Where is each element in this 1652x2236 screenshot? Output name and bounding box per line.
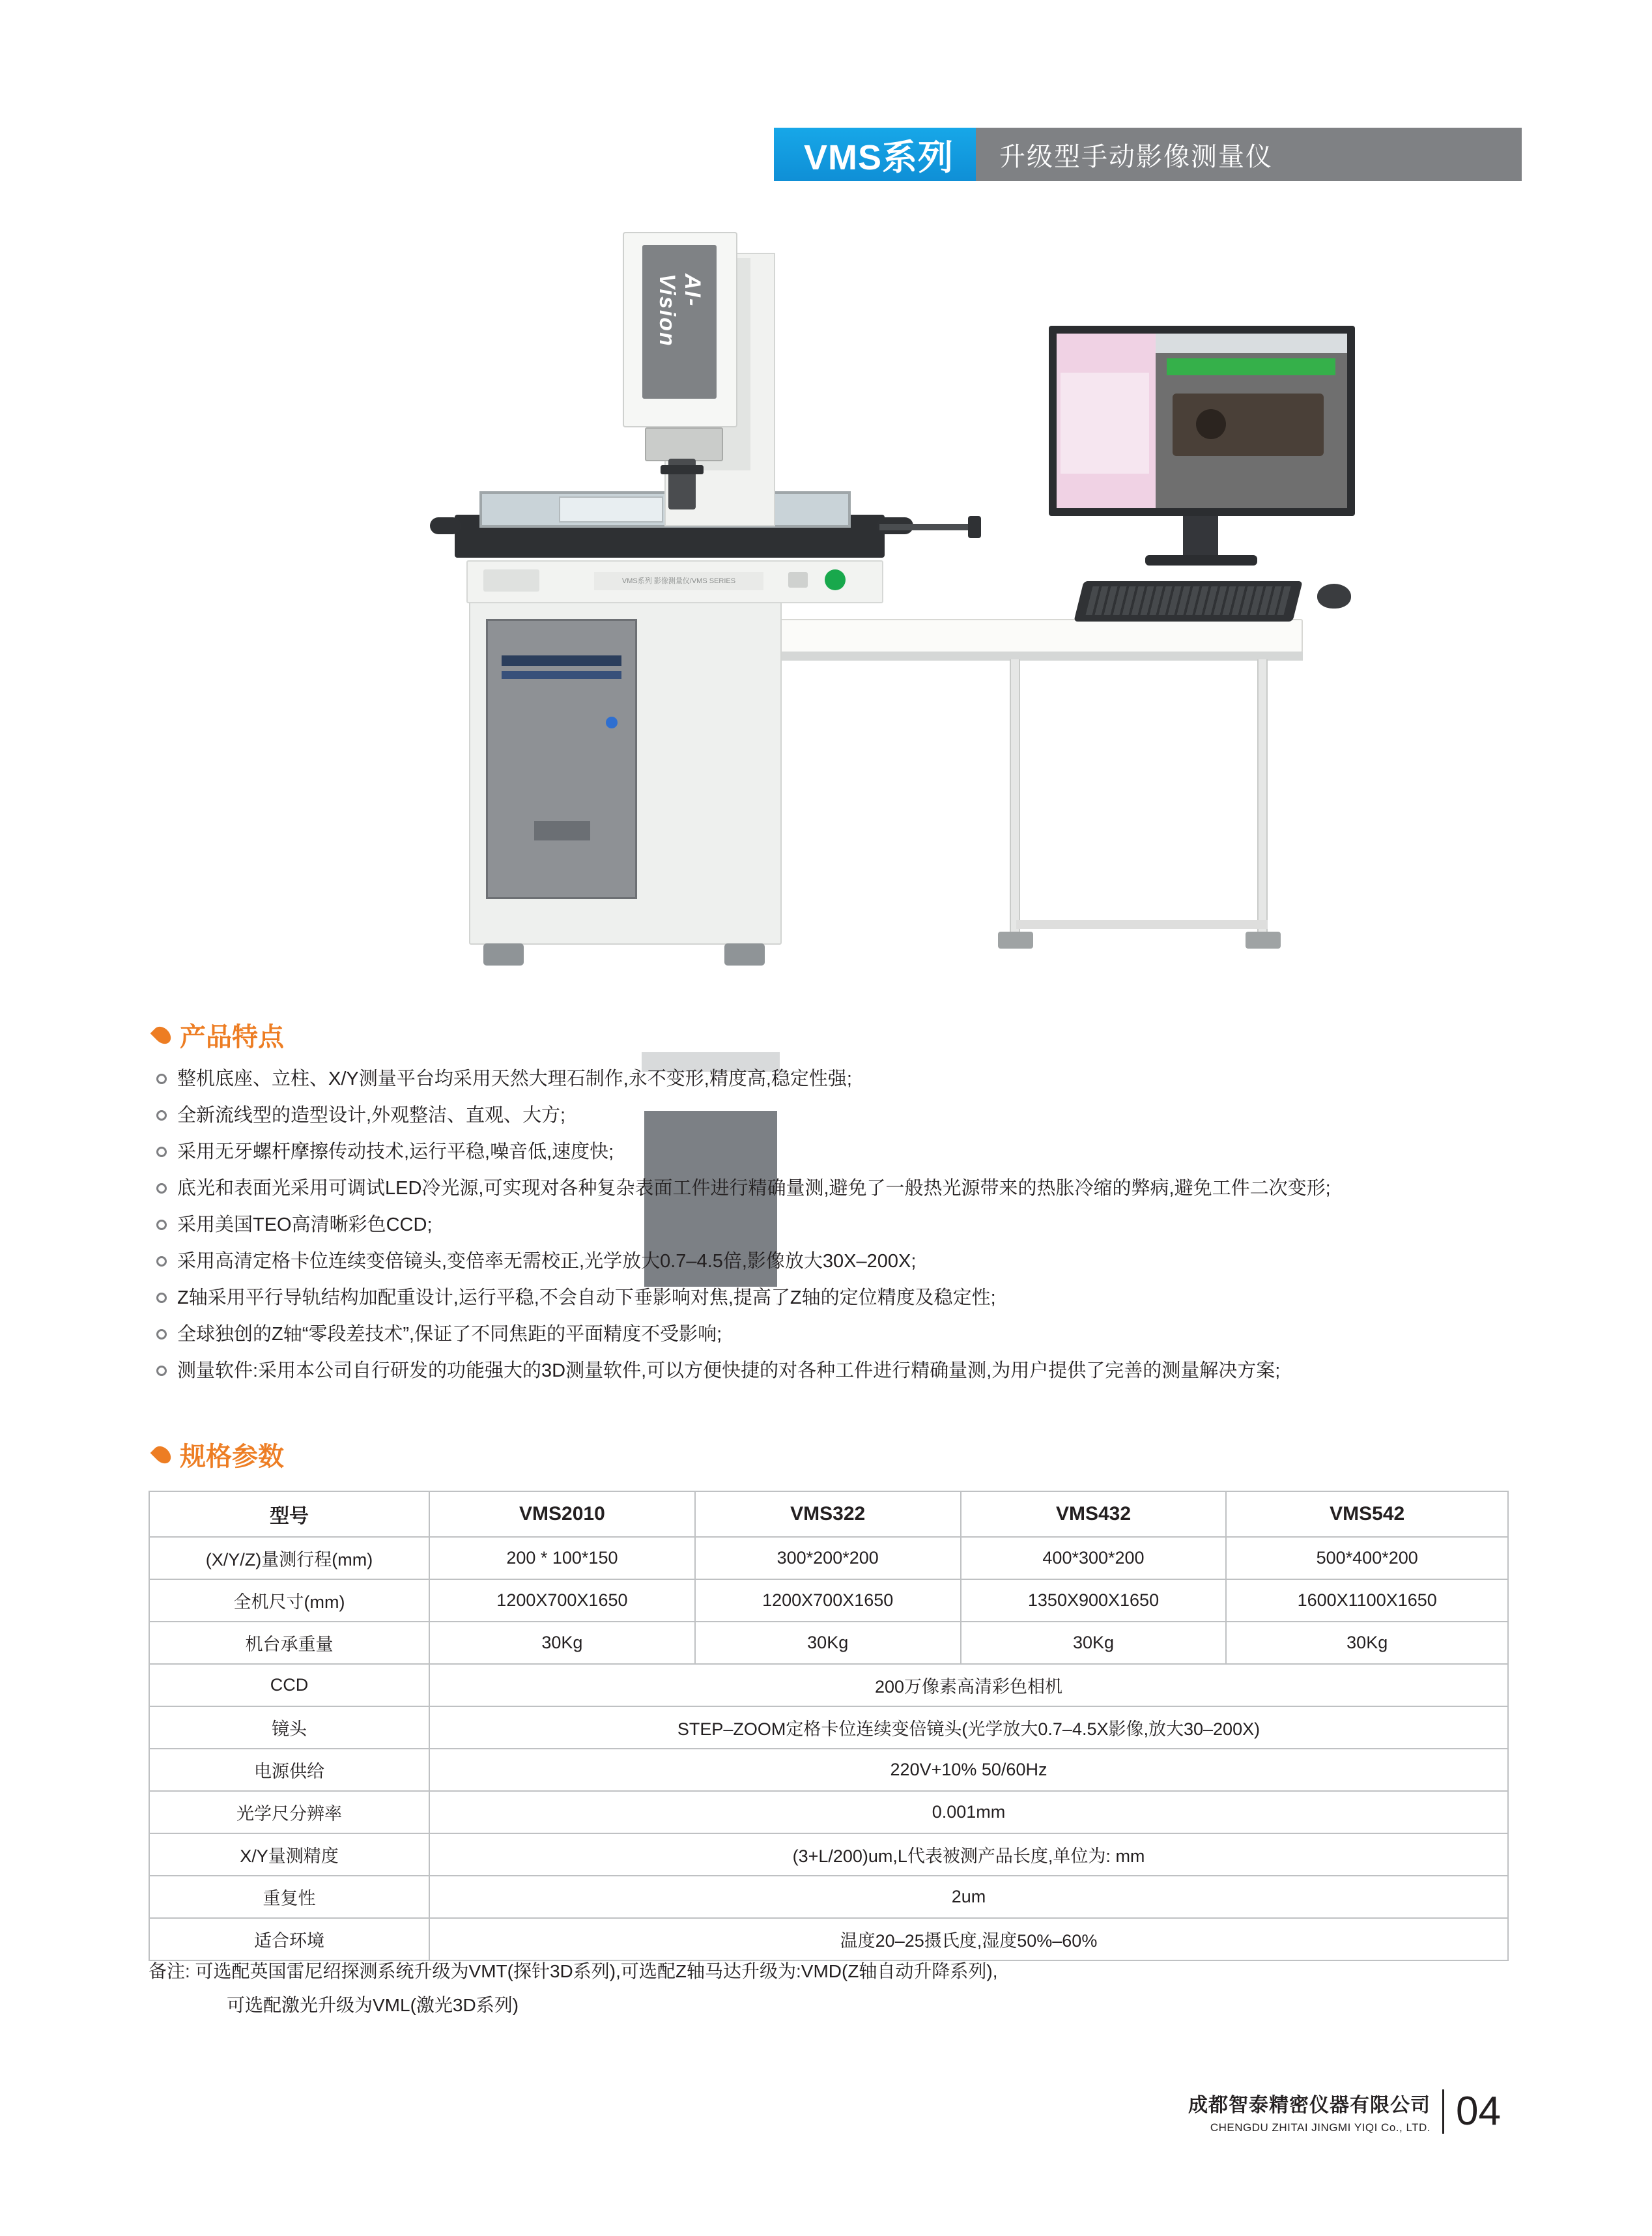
feature-text: 采用无牙螺杆摩擦传动技术,运行平稳,噪音低,速度快; <box>177 1141 614 1162</box>
row-label: (X/Y/Z)量测行程(mm) <box>149 1537 429 1579</box>
cell: 30Kg <box>429 1622 695 1664</box>
table-row <box>149 1876 1508 1918</box>
machine-logo-plate <box>483 569 539 592</box>
machine-model-plate: VMS系列 影像测量仪/VMS SERIES <box>594 572 763 590</box>
cell: 200 * 100*150 <box>429 1537 695 1579</box>
cell: 温度20–25摄氏度,湿度50%–60% <box>429 1918 1508 1960</box>
pc-drive-bay-2 <box>502 671 621 679</box>
cell: 30Kg <box>1226 1622 1508 1664</box>
cell: 30Kg <box>961 1622 1227 1664</box>
column-header: VMS432 <box>961 1491 1227 1537</box>
row-label: 重复性 <box>149 1876 429 1918</box>
bullet-icon <box>156 1074 167 1084</box>
flame-icon <box>150 1023 175 1047</box>
row-label: X/Y量测精度 <box>149 1833 429 1876</box>
cell: 1600X1100X1650 <box>1226 1579 1508 1622</box>
bullet-icon <box>156 1329 167 1340</box>
cell: 30Kg <box>695 1622 961 1664</box>
column-header: VMS542 <box>1226 1491 1508 1537</box>
features-list <box>156 1062 1537 1390</box>
feature-text: 采用高清定格卡位连续变倍镜头,变倍率无需校正,光学放大0.7–4.5倍,影像放大30X–200X; <box>177 1251 917 1272</box>
machine-power-button <box>825 569 846 590</box>
table-row <box>149 1833 1508 1876</box>
cell: 2um <box>429 1876 1508 1918</box>
keyboard-keys <box>1086 586 1291 615</box>
bullet-icon <box>156 1110 167 1121</box>
note-line-1: 备注: 可选配英国雷尼绍探测系统升级为VMT(探针3D系列),可选配Z轴马达升级为:VMD(Z轴自动升降系列), <box>149 1961 998 1981</box>
list-item <box>156 1281 1537 1315</box>
monitor-stand-neck <box>1183 516 1218 556</box>
desk-leg-right <box>1257 659 1268 933</box>
list-item <box>156 1062 1537 1096</box>
column-header: VMS322 <box>695 1491 961 1537</box>
desk-leg-left <box>1010 659 1020 933</box>
spec-table <box>149 1491 1509 1961</box>
cell: (3+L/200)um,L代表被测产品长度,单位为: mm <box>429 1833 1508 1876</box>
list-item <box>156 1317 1537 1351</box>
table-row <box>149 1749 1508 1791</box>
bullet-icon <box>156 1183 167 1194</box>
software-side-panel <box>1057 334 1156 508</box>
list-item <box>156 1354 1537 1388</box>
column-header: 型号 <box>149 1491 429 1537</box>
desk-brace <box>1016 920 1268 929</box>
row-label: CCD <box>149 1664 429 1706</box>
features-title: 产品特点 <box>180 1023 284 1052</box>
desk-top <box>756 619 1303 653</box>
stage-knob-left <box>430 517 461 534</box>
row-label: 电源供给 <box>149 1749 429 1791</box>
cell: STEP–ZOOM定格卡位连续变倍镜头(光学放大0.7–4.5X影像,放大30–200X) <box>429 1706 1508 1749</box>
specs-title: 规格参数 <box>180 1442 284 1471</box>
feature-text: 采用美国TEO高清晰彩色CCD; <box>177 1214 433 1235</box>
cell: 1200X700X1650 <box>695 1579 961 1622</box>
lens-ring <box>661 465 704 474</box>
cell: 1350X900X1650 <box>961 1579 1227 1622</box>
row-label: 光学尺分辨率 <box>149 1791 429 1833</box>
software-status-bar <box>1167 358 1335 375</box>
list-item <box>156 1135 1537 1169</box>
page-footer <box>1188 2088 1501 2134</box>
machine-brand-label: AI-Vision <box>655 274 705 347</box>
cell: 400*300*200 <box>961 1537 1227 1579</box>
table-header-row <box>149 1491 1508 1537</box>
table-row <box>149 1622 1508 1664</box>
cabinet-foot-right <box>724 943 765 966</box>
list-item <box>156 1098 1537 1132</box>
footer-divider <box>1442 2089 1444 2134</box>
list-item <box>156 1244 1537 1278</box>
row-label: 机台承重量 <box>149 1622 429 1664</box>
bullet-icon <box>156 1220 167 1230</box>
cabinet-foot-left <box>483 943 524 966</box>
workpiece-feature <box>1196 409 1226 439</box>
page-number: 04 <box>1456 2089 1501 2134</box>
table-row <box>149 1791 1508 1833</box>
feature-text: 整机底座、立柱、X/Y测量平台均采用天然大理石制作,永不变形,精度高,稳定性强; <box>177 1068 852 1089</box>
cell: 220V+10% 50/60Hz <box>429 1749 1508 1791</box>
pc-drive-bay-1 <box>502 655 621 666</box>
pc-power-led <box>606 717 618 728</box>
cell: 1200X700X1650 <box>429 1579 695 1622</box>
table-row <box>149 1537 1508 1579</box>
desk-foot-right <box>1246 932 1281 949</box>
pc-badge <box>534 821 590 840</box>
company-name-cn: 成都智泰精密仪器有限公司 <box>1188 2094 1431 2116</box>
feature-text: Z轴采用平行导轨结构加配重设计,运行平稳,不会自动下垂影响对焦,提高了Z轴的定位精度及稳定性; <box>177 1287 996 1308</box>
stage-glass-window <box>559 496 663 523</box>
row-label: 全机尺寸(mm) <box>149 1579 429 1622</box>
features-section-heading <box>155 1016 284 1054</box>
note-line-2: 可选配激光升级为VML(激光3D系列) <box>227 1995 519 2015</box>
product-photo <box>339 195 1316 997</box>
monitor-screen <box>1057 334 1347 508</box>
monitor <box>1049 326 1355 516</box>
page-header-banner <box>774 128 1522 181</box>
table-note <box>149 1955 1517 2022</box>
bullet-icon <box>156 1147 167 1157</box>
lens-mount-arm <box>645 427 723 461</box>
feature-text: 全新流线型的造型设计,外观整洁、直观、大方; <box>177 1105 566 1126</box>
table-row <box>149 1579 1508 1622</box>
series-title: VMS系列 <box>774 128 976 181</box>
feature-text: 测量软件:采用本公司自行研发的功能强大的3D测量软件,可以方便快捷的对各种工件进行精确量测,为用户提供了完善的测量解决方案; <box>177 1360 1281 1381</box>
table-row <box>149 1664 1508 1706</box>
row-label: 适合环境 <box>149 1918 429 1960</box>
cell: 200万像素高清彩色相机 <box>429 1664 1508 1706</box>
software-toolbar <box>1156 334 1347 353</box>
bullet-icon <box>156 1293 167 1303</box>
bullet-icon <box>156 1366 167 1376</box>
desk-edge <box>756 652 1303 661</box>
list-item <box>156 1208 1537 1242</box>
specs-section-heading <box>155 1436 284 1473</box>
monitor-stand-base <box>1145 555 1257 566</box>
feature-text: 全球独创的Z轴“零段差技术”,保证了不同焦距的平面精度不受影响; <box>177 1324 722 1345</box>
machine-switch <box>788 572 808 588</box>
bullet-icon <box>156 1256 167 1267</box>
series-subtitle: 升级型手动影像测量仪 <box>976 128 1522 181</box>
column-header: VMS2010 <box>429 1491 695 1537</box>
stage-handwheel <box>968 516 981 538</box>
cell: 0.001mm <box>429 1791 1508 1833</box>
stage-shaft <box>879 524 972 530</box>
mouse <box>1317 584 1351 609</box>
table-row <box>149 1706 1508 1749</box>
software-data-list <box>1061 373 1149 474</box>
row-label: 镜头 <box>149 1706 429 1749</box>
feature-text: 底光和表面光采用可调试LED冷光源,可实现对各种复杂表面工件进行精确量测,避免了一般热光源带来的热胀冷缩的弊病,避免工件二次变形; <box>177 1178 1331 1199</box>
company-name-en: CHENGDU ZHITAI JINGMI YIQI Co., LTD. <box>1210 2121 1431 2134</box>
cell: 500*400*200 <box>1226 1537 1508 1579</box>
company-block <box>1188 2089 1431 2134</box>
cell: 300*200*200 <box>695 1537 961 1579</box>
list-item <box>156 1171 1537 1205</box>
flame-icon <box>150 1442 175 1467</box>
spec-table-wrapper <box>149 1491 1509 1961</box>
desk-foot-left <box>998 932 1033 949</box>
